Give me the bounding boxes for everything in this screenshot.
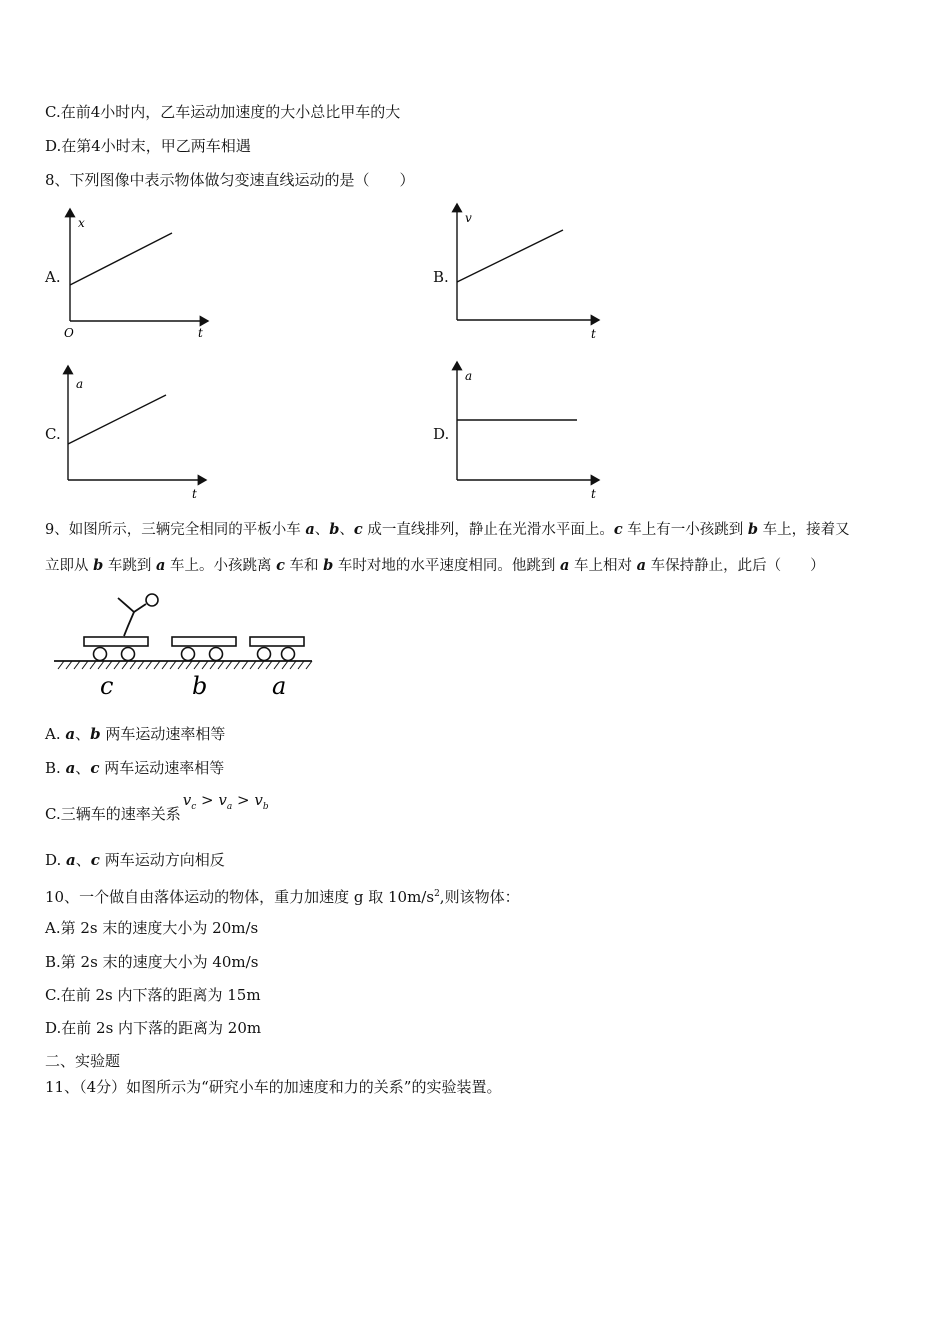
q10-option-a: A.第 2s 末的速度大小为 20m/s — [45, 919, 259, 937]
cart-b — [172, 637, 236, 646]
q8-graph-c — [58, 362, 218, 502]
cart-a — [250, 637, 304, 646]
q10-stem: 10、一个做自由落体运动的物体，重力加速度 g 取 $10m/s^2$,则该物体： — [45, 888, 520, 906]
q8-graph-a-label: A. — [45, 268, 61, 286]
y-axis-label: a — [465, 369, 473, 383]
y-axis-label: v — [465, 211, 472, 225]
child-body — [124, 612, 134, 636]
q8-graph-d-label: D. — [433, 425, 450, 443]
cart-a-wheel — [282, 648, 295, 661]
q9-carts-figure — [50, 590, 320, 700]
q8-graph-d — [447, 358, 607, 501]
x-axis-label: t — [591, 487, 596, 501]
q9-option-d: D. a、c 两车运动方向相反 — [45, 851, 225, 869]
q10-option-d: D.在前 2s 内下落的距离为 20m — [45, 1019, 262, 1037]
x-axis-label: t — [192, 487, 197, 501]
cart-c-wheel — [122, 648, 135, 661]
q9-stem-line2: 立即从 b 车跳到 a 车上。小孩跳离 c 车和 b 车时对地的水平速度相同。他跳到 a 车上相对 a 车保持静止，此后（ ） — [45, 557, 825, 574]
section-title: 二、实验题 — [45, 1052, 121, 1070]
ground-hatching — [58, 661, 312, 669]
q9-option-a: A. a、b 两车运动速率相等 — [45, 725, 226, 743]
q10-option-b: B.第 2s 末的速度大小为 40m/s — [45, 953, 259, 971]
cart-c — [84, 637, 148, 646]
cart-a-wheel — [258, 648, 271, 661]
q8-graph-b — [447, 200, 607, 340]
cart-b-wheel — [182, 648, 195, 661]
q9-stem-line1: 9、如图所示，三辆完全相同的平板小车 a、b、c 成一直线排列，静止在光滑水平面上。c 车上有一小孩跳到 b 车上，接着又 — [45, 521, 850, 538]
q11-stem: 11、（4分）如图所示为“研究小车的加速度和力的关系”的实验装置。 — [45, 1078, 502, 1096]
q7-option-d: D.在第4小时末，甲乙两车相遇 — [45, 137, 251, 155]
child-arm — [118, 598, 146, 612]
child-head — [146, 594, 158, 606]
q8-graph-c-label: C. — [45, 425, 61, 443]
q7-option-c: C.在前4小时内，乙车运动加速度的大小总比甲车的大 — [45, 103, 401, 121]
x-axis-label: t — [198, 326, 203, 340]
cart-b-label: b — [192, 672, 208, 700]
q8-graph-b-label: B. — [433, 268, 449, 286]
cart-a-label: a — [272, 672, 287, 700]
cart-b-wheel — [210, 648, 223, 661]
q9-option-c: C.三辆车的速率关系$v_c > v_a > v_b$ — [45, 791, 269, 823]
cart-c-label: c — [100, 672, 114, 700]
x-axis-label: t — [591, 327, 596, 341]
graph-line — [457, 230, 563, 282]
graph-line — [68, 395, 166, 444]
q9-option-b: B. a、c 两车运动速率相等 — [45, 759, 225, 777]
q10-option-c: C.在前 2s 内下落的距离为 15m — [45, 986, 261, 1004]
q8-graph-a — [60, 205, 220, 345]
speed-relation: $v_c > v_a > v_b$ — [182, 791, 269, 812]
origin-label: O — [64, 326, 74, 340]
y-axis-label: x — [78, 216, 85, 230]
cart-c-wheel — [94, 648, 107, 661]
y-axis-label: a — [76, 377, 84, 391]
graph-line — [70, 233, 172, 285]
q8-stem: 8、下列图像中表示物体做匀变速直线运动的是（ ） — [45, 171, 415, 189]
